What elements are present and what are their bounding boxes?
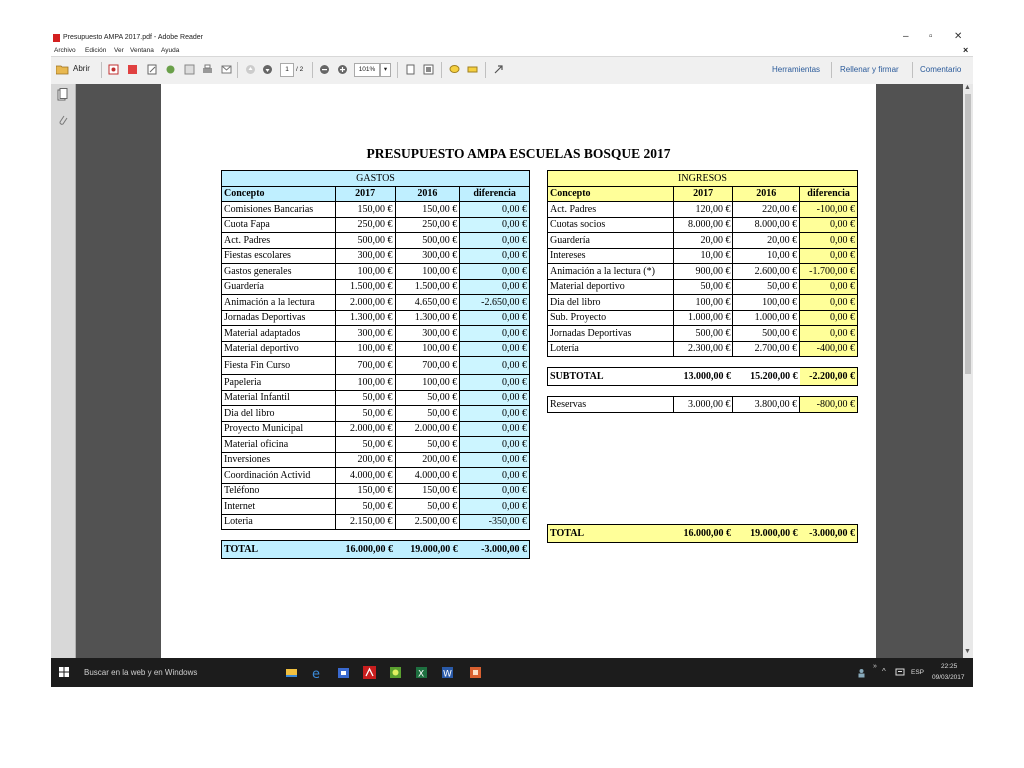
- gastos-table: [221, 170, 530, 559]
- value-2017-cell: 250,00 €: [335, 217, 395, 233]
- value-2016-cell: 1.500,00 €: [395, 279, 460, 295]
- value-2016-cell: 10,00 €: [733, 248, 800, 264]
- title-bar: [51, 31, 973, 45]
- table-row: [222, 248, 530, 264]
- concept-cell: Lotería: [548, 341, 674, 357]
- menu-ventana[interactable]: Ventana: [130, 47, 154, 54]
- spacer-row: [548, 514, 858, 525]
- value-2017-cell: 500,00 €: [335, 233, 395, 249]
- difference-cell: 0,00 €: [460, 406, 530, 422]
- difference-cell: -2.200,00 €: [800, 368, 858, 386]
- value-2017-cell: 900,00 €: [673, 264, 733, 280]
- value-2017-cell: 120,00 €: [673, 202, 733, 218]
- column-header-diferencia: diferencia: [800, 186, 858, 202]
- difference-cell: 0,00 €: [460, 483, 530, 499]
- concept-cell: Internet: [222, 499, 336, 515]
- value-2017-cell: 3.000,00 €: [673, 397, 733, 413]
- empty-cell: [548, 456, 858, 471]
- concept-cell: Intereses: [548, 248, 674, 264]
- clock-time[interactable]: 22:25: [941, 663, 958, 670]
- empty-cell: [548, 500, 858, 515]
- table-row: [222, 295, 530, 311]
- difference-cell: 0,00 €: [460, 421, 530, 437]
- fit-width-icon[interactable]: [423, 64, 434, 75]
- value-2016-cell: 19.000,00 €: [733, 525, 800, 543]
- acrobat-icon[interactable]: [127, 64, 138, 75]
- concept-cell: Guardería: [548, 233, 674, 249]
- restore-button[interactable]: ▫: [929, 31, 933, 42]
- difference-cell: 0,00 €: [460, 390, 530, 406]
- previous-page-icon[interactable]: [245, 64, 256, 75]
- spacer-cell: [548, 357, 858, 368]
- table-row: [222, 421, 530, 437]
- empty-cell: [548, 427, 858, 442]
- table-row: [548, 233, 858, 249]
- menu-ayuda[interactable]: Ayuda: [161, 47, 180, 54]
- difference-cell: 0,00 €: [800, 279, 858, 295]
- print-icon[interactable]: [202, 64, 213, 75]
- concept-cell: Material deportivo: [548, 279, 674, 295]
- concept-cell: Animación a la lectura: [222, 295, 336, 311]
- concept-cell: Cuota Fapa: [222, 217, 336, 233]
- concept-cell: Comisiones Bancarias: [222, 202, 336, 218]
- zoom-level-input[interactable]: 101%: [354, 63, 380, 77]
- show-hidden-icons[interactable]: ^: [882, 667, 886, 676]
- svg-text:e: e: [312, 667, 320, 679]
- concept-cell: Coordinación Activid: [222, 468, 336, 484]
- value-2016-cell: 300,00 €: [395, 248, 460, 264]
- value-2016-cell: 2.500,00 €: [395, 514, 460, 530]
- value-2017-cell: 10,00 €: [673, 248, 733, 264]
- store-icon[interactable]: [337, 666, 350, 679]
- table-row: [222, 341, 530, 357]
- concept-cell: Reservas: [548, 397, 674, 413]
- concept-cell: Material adaptados: [222, 326, 336, 342]
- table-row: [222, 202, 530, 218]
- value-2016-cell: 2.000,00 €: [395, 421, 460, 437]
- value-2017-cell: 1.300,00 €: [335, 310, 395, 326]
- file-explorer-icon[interactable]: [285, 666, 298, 679]
- fill-sign-button[interactable]: Rellenar y firmar: [840, 65, 899, 74]
- value-2017-cell: 700,00 €: [335, 357, 395, 375]
- value-2016-cell: 50,00 €: [395, 437, 460, 453]
- total-row: [222, 541, 530, 559]
- value-2017-cell: 2.000,00 €: [335, 295, 395, 311]
- empty-row: [548, 500, 858, 515]
- table-row: [222, 468, 530, 484]
- app-icon-orange[interactable]: [469, 666, 482, 679]
- value-2016-cell: 100,00 €: [395, 375, 460, 391]
- value-2016-cell: 1.300,00 €: [395, 310, 460, 326]
- table-row: [222, 390, 530, 406]
- concept-cell: Act. Padres: [548, 202, 674, 218]
- value-2016-cell: 700,00 €: [395, 357, 460, 375]
- concept-cell: Cuotas socios: [548, 217, 674, 233]
- value-2016-cell: 150,00 €: [395, 202, 460, 218]
- value-2016-cell: 3.800,00 €: [733, 397, 800, 413]
- value-2017-cell: 13.000,00 €: [673, 368, 733, 386]
- table-row: [222, 514, 530, 530]
- column-header-diferencia: diferencia: [460, 186, 530, 202]
- concept-cell: Material oficina: [222, 437, 336, 453]
- difference-cell: -100,00 €: [800, 202, 858, 218]
- concept-cell: Material deportivo: [222, 341, 336, 357]
- scrollbar-thumb[interactable]: [965, 94, 971, 374]
- comment-button[interactable]: Comentario: [920, 65, 962, 74]
- difference-cell: -1.700,00 €: [800, 264, 858, 280]
- table-row: [548, 217, 858, 233]
- document-title: PRESUPUESTO AMPA ESCUELAS BOSQUE 2017: [366, 146, 671, 161]
- value-2016-cell: 220,00 €: [733, 202, 800, 218]
- adobe-reader-app-icon[interactable]: [363, 666, 376, 679]
- difference-cell: 0,00 €: [460, 437, 530, 453]
- empty-cell: [548, 412, 858, 427]
- concept-cell: Jornadas Deportivas: [548, 326, 674, 342]
- value-2017-cell: 2.300,00 €: [673, 341, 733, 357]
- window-title: Presupuesto AMPA 2017.pdf - Adobe Reader: [63, 34, 203, 41]
- difference-cell: 0,00 €: [460, 468, 530, 484]
- spacer-row: [548, 386, 858, 397]
- table-row: [222, 310, 530, 326]
- pdf-page: [161, 84, 876, 658]
- expand-icon[interactable]: [493, 64, 504, 75]
- empty-cell: [548, 442, 858, 457]
- table-row: [222, 357, 530, 375]
- value-2017-cell: 2.000,00 €: [335, 421, 395, 437]
- value-2016-cell: 50,00 €: [395, 406, 460, 422]
- value-2017-cell: 50,00 €: [335, 390, 395, 406]
- highlight-icon[interactable]: [467, 64, 478, 75]
- value-2016-cell: 50,00 €: [733, 279, 800, 295]
- concept-cell: Act. Padres: [222, 233, 336, 249]
- scroll-down-icon[interactable]: ▼: [964, 648, 971, 655]
- table-row: [548, 310, 858, 326]
- table-row: [548, 341, 858, 357]
- cloud-upload-icon[interactable]: [165, 64, 176, 75]
- edit-icon[interactable]: [147, 64, 158, 75]
- empty-row: [548, 485, 858, 500]
- difference-cell: -2.650,00 €: [460, 295, 530, 311]
- excel-icon[interactable]: [415, 666, 428, 679]
- app-icon-green[interactable]: [389, 666, 402, 679]
- ingresos-column-header-row: [548, 186, 858, 202]
- fit-page-icon[interactable]: [405, 64, 416, 75]
- difference-cell: 0,00 €: [800, 217, 858, 233]
- svg-text:X: X: [418, 669, 425, 679]
- close-document-button[interactable]: ×: [963, 45, 969, 55]
- difference-cell: -3.000,00 €: [460, 541, 530, 559]
- concept-cell: Material Infantil: [222, 390, 336, 406]
- taskbar-search-box[interactable]: Buscar en la web y en Windows: [84, 668, 198, 677]
- column-header-2016: 2016: [733, 186, 800, 202]
- column-header-concept: Concepto: [548, 186, 674, 202]
- difference-cell: 0,00 €: [460, 279, 530, 295]
- difference-cell: 0,00 €: [460, 341, 530, 357]
- zoom-dropdown-icon[interactable]: ▾: [380, 63, 391, 77]
- concept-cell: Animación a la lectura (*): [548, 264, 674, 280]
- concept-cell: Papeleria: [222, 375, 336, 391]
- table-row: [548, 326, 858, 342]
- concept-cell: Inversiones: [222, 452, 336, 468]
- value-2017-cell: 100,00 €: [673, 295, 733, 311]
- table-row: [548, 295, 858, 311]
- value-2016-cell: 150,00 €: [395, 483, 460, 499]
- column-header-2017: 2017: [335, 186, 395, 202]
- value-2016-cell: 2.700,00 €: [733, 341, 800, 357]
- value-2017-cell: 1.500,00 €: [335, 279, 395, 295]
- folder-open-icon[interactable]: [56, 64, 69, 75]
- label-cell: SUBTOTAL: [548, 368, 674, 386]
- concept-cell: Gastos generales: [222, 264, 336, 280]
- total-row: [548, 525, 858, 543]
- overflow-icon[interactable]: »: [873, 663, 877, 670]
- difference-cell: 0,00 €: [800, 310, 858, 326]
- pdf-file-icon: [53, 34, 60, 42]
- windows-start-icon[interactable]: [59, 667, 69, 677]
- value-2016-cell: 4.650,00 €: [395, 295, 460, 311]
- difference-cell: 0,00 €: [800, 248, 858, 264]
- value-2016-cell: 8.000,00 €: [733, 217, 800, 233]
- language-indicator[interactable]: ESP: [911, 669, 925, 676]
- gastos-section-header: GASTOS: [222, 171, 530, 187]
- value-2016-cell: 250,00 €: [395, 217, 460, 233]
- difference-cell: -400,00 €: [800, 341, 858, 357]
- difference-cell: 0,00 €: [460, 499, 530, 515]
- value-2017-cell: 100,00 €: [335, 264, 395, 280]
- email-icon[interactable]: [221, 64, 232, 75]
- empty-cell: [548, 485, 858, 500]
- minimize-button[interactable]: –: [903, 31, 909, 42]
- difference-cell: 0,00 €: [460, 202, 530, 218]
- concept-cell: Jornadas Deportivas: [222, 310, 336, 326]
- concept-cell: Teléfono: [222, 483, 336, 499]
- reservas-row: [548, 397, 858, 413]
- label-cell: TOTAL: [548, 525, 674, 543]
- spacer-cell: [222, 530, 530, 541]
- table-row: [548, 264, 858, 280]
- comment-icon[interactable]: [449, 64, 460, 75]
- svg-text:W: W: [443, 669, 452, 679]
- value-2017-cell: 150,00 €: [335, 483, 395, 499]
- value-2017-cell: 2.150,00 €: [335, 514, 395, 530]
- value-2016-cell: 1.000,00 €: [733, 310, 800, 326]
- value-2017-cell: 50,00 €: [335, 437, 395, 453]
- clock-date[interactable]: 09/03/2017: [932, 674, 965, 681]
- value-2017-cell: 20,00 €: [673, 233, 733, 249]
- zoom-out-icon[interactable]: [319, 64, 330, 75]
- concept-cell: Dia del libro: [548, 295, 674, 311]
- value-2016-cell: 50,00 €: [395, 390, 460, 406]
- ingresos-section-header: INGRESOS: [548, 171, 858, 187]
- value-2016-cell: 20,00 €: [733, 233, 800, 249]
- edge-browser-icon[interactable]: [311, 666, 324, 679]
- concept-cell: Dia del libro: [222, 406, 336, 422]
- spacer-row: [222, 530, 530, 541]
- difference-cell: 0,00 €: [460, 310, 530, 326]
- empty-row: [548, 412, 858, 427]
- difference-cell: 0,00 €: [460, 375, 530, 391]
- value-2016-cell: 19.000,00 €: [395, 541, 460, 559]
- toolbar: [51, 56, 973, 85]
- value-2017-cell: 200,00 €: [335, 452, 395, 468]
- zoom-in-icon[interactable]: [337, 64, 348, 75]
- value-2016-cell: 500,00 €: [395, 233, 460, 249]
- column-header-concept: Concepto: [222, 186, 336, 202]
- word-icon[interactable]: [441, 666, 454, 679]
- table-row: [548, 248, 858, 264]
- difference-cell: 0,00 €: [800, 295, 858, 311]
- value-2016-cell: 2.600,00 €: [733, 264, 800, 280]
- value-2016-cell: 100,00 €: [733, 295, 800, 311]
- document-viewer: [76, 84, 963, 658]
- menu-edicion[interactable]: Edición: [85, 47, 107, 54]
- value-2017-cell: 300,00 €: [335, 326, 395, 342]
- value-2016-cell: 300,00 €: [395, 326, 460, 342]
- difference-cell: 0,00 €: [460, 233, 530, 249]
- create-pdf-icon[interactable]: [108, 64, 119, 75]
- concept-cell: Proyecto Municipal: [222, 421, 336, 437]
- concept-cell: Sub. Proyecto: [548, 310, 674, 326]
- open-button[interactable]: Abrir: [73, 64, 90, 73]
- difference-cell: -350,00 €: [460, 514, 530, 530]
- spacer-cell: [548, 514, 858, 525]
- table-row: [222, 452, 530, 468]
- save-icon[interactable]: [184, 64, 195, 75]
- difference-cell: 0,00 €: [460, 248, 530, 264]
- concept-cell: Guardería: [222, 279, 336, 295]
- table-row: [222, 264, 530, 280]
- gastos-header-row: [222, 171, 530, 187]
- vertical-scrollbar[interactable]: [963, 84, 973, 658]
- value-2017-cell: 50,00 €: [335, 499, 395, 515]
- navigation-pane: [51, 84, 76, 658]
- concept-cell: Loteria: [222, 514, 336, 530]
- concept-cell: Fiesta Fin Curso: [222, 357, 336, 375]
- ingresos-table: [547, 170, 858, 543]
- notification-icon[interactable]: [895, 668, 905, 677]
- table-row: [222, 279, 530, 295]
- table-row: [548, 279, 858, 295]
- difference-cell: 0,00 €: [800, 326, 858, 342]
- table-row: [222, 406, 530, 422]
- spacer-cell: [548, 386, 858, 397]
- close-button[interactable]: ✕: [954, 31, 963, 42]
- table-row: [222, 499, 530, 515]
- value-2016-cell: 4.000,00 €: [395, 468, 460, 484]
- gastos-column-header-row: [222, 186, 530, 202]
- tools-button[interactable]: Herramientas: [772, 65, 821, 74]
- table-row: [222, 233, 530, 249]
- concept-cell: Fiestas escolares: [222, 248, 336, 264]
- value-2017-cell: 4.000,00 €: [335, 468, 395, 484]
- value-2016-cell: 500,00 €: [733, 326, 800, 342]
- difference-cell: 0,00 €: [800, 233, 858, 249]
- value-2016-cell: 100,00 €: [395, 264, 460, 280]
- difference-cell: 0,00 €: [460, 357, 530, 375]
- next-page-icon[interactable]: [262, 64, 273, 75]
- difference-cell: 0,00 €: [460, 264, 530, 280]
- value-2017-cell: 50,00 €: [335, 406, 395, 422]
- difference-cell: -3.000,00 €: [800, 525, 858, 543]
- value-2017-cell: 50,00 €: [673, 279, 733, 295]
- difference-cell: -800,00 €: [800, 397, 858, 413]
- value-2017-cell: 100,00 €: [335, 375, 395, 391]
- attachments-panel-icon[interactable]: [57, 114, 68, 127]
- menu-bar: [51, 45, 973, 56]
- menu-ver[interactable]: Ver: [114, 47, 124, 54]
- value-2017-cell: 16.000,00 €: [673, 525, 733, 543]
- label-cell: TOTAL: [222, 541, 336, 559]
- adobe-reader-window: [51, 31, 973, 687]
- value-2017-cell: 300,00 €: [335, 248, 395, 264]
- scroll-up-icon[interactable]: ▲: [964, 84, 971, 91]
- value-2016-cell: 50,00 €: [395, 499, 460, 515]
- value-2016-cell: 100,00 €: [395, 341, 460, 357]
- table-row: [548, 202, 858, 218]
- value-2016-cell: 200,00 €: [395, 452, 460, 468]
- page-total: / 2: [296, 66, 304, 73]
- people-icon[interactable]: [857, 668, 866, 678]
- value-2017-cell: 16.000,00 €: [335, 541, 395, 559]
- value-2017-cell: 150,00 €: [335, 202, 395, 218]
- table-row: [222, 326, 530, 342]
- column-header-2016: 2016: [395, 186, 460, 202]
- empty-row: [548, 442, 858, 457]
- value-2017-cell: 100,00 €: [335, 341, 395, 357]
- table-row: [222, 217, 530, 233]
- value-2017-cell: 500,00 €: [673, 326, 733, 342]
- spacer-row: [548, 357, 858, 368]
- difference-cell: 0,00 €: [460, 452, 530, 468]
- ingresos-header-row: [548, 171, 858, 187]
- empty-row: [548, 471, 858, 486]
- value-2017-cell: 8.000,00 €: [673, 217, 733, 233]
- page-number-input[interactable]: 1: [280, 63, 294, 77]
- difference-cell: 0,00 €: [460, 217, 530, 233]
- pages-panel-icon[interactable]: [57, 88, 68, 101]
- table-row: [222, 483, 530, 499]
- menu-archivo[interactable]: Archivo: [54, 47, 76, 54]
- difference-cell: 0,00 €: [460, 326, 530, 342]
- table-row: [222, 375, 530, 391]
- value-2017-cell: 1.000,00 €: [673, 310, 733, 326]
- windows-taskbar: [51, 658, 973, 687]
- value-2016-cell: 15.200,00 €: [733, 368, 800, 386]
- table-row: [222, 437, 530, 453]
- empty-row: [548, 456, 858, 471]
- column-header-2017: 2017: [673, 186, 733, 202]
- subtotal-row: [548, 368, 858, 386]
- empty-row: [548, 427, 858, 442]
- empty-cell: [548, 471, 858, 486]
